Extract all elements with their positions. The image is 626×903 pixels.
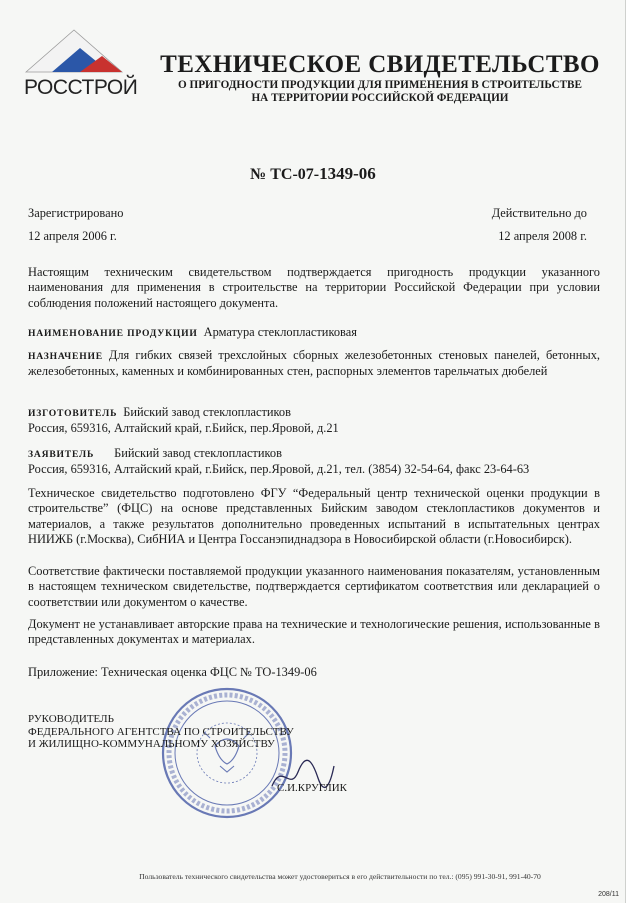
form-code: 208/11 — [598, 891, 619, 898]
purpose-label: НАЗНАЧЕНИЕ — [28, 351, 103, 362]
manufacturer-field — [28, 405, 600, 437]
manufacturer-label: ИЗГОТОВИТЕЛЬ — [28, 408, 118, 419]
appendix-line: Приложение: Техническая оценка ФЦС № ТО-1349-06 — [28, 665, 317, 679]
manufacturer-name: Бийский завод стеклопластиков — [123, 405, 291, 419]
signatory-title — [28, 713, 294, 751]
signatory-name: С.И.КРУГЛИК — [277, 782, 348, 794]
applicant-field — [28, 446, 600, 478]
footer-note: Пользователь технического свидетельства может удостовериться в его действительности по тел.: (095) 991-30-91, 991-40-70 — [139, 872, 541, 881]
certificate-number-prefix: № ТС-07- — [250, 166, 320, 183]
product-value: Арматура стеклопластиковая — [203, 325, 357, 339]
logo-text: РОССТРОЙ — [24, 76, 138, 99]
product-field — [28, 325, 600, 341]
copyright-paragraph: Документ не устанавливает авторские права на технические и технологические решения, использованные в представленных документах и материалах. — [28, 617, 600, 647]
applicant-label: ЗАЯВИТЕЛЬ — [28, 449, 95, 460]
purpose-value: Для гибких связей трехслойных сборных железобетонных стеновых панелей, бетонных, железобетонных, каменных и комбинированных стен, распорных элементов тарельчатых дюбелей — [28, 348, 600, 379]
certificate-number — [0, 164, 626, 184]
official-seal-icon — [160, 686, 294, 820]
purpose-field — [28, 348, 600, 380]
registered-label: Зарегистрировано — [28, 206, 124, 220]
document-subtitle — [135, 79, 625, 105]
signatory-line-3: И ЖИЛИЩНО-КОММУНАЛЬНОМУ ХОЗЯЙСТВУ — [28, 738, 275, 750]
valid-date: 12 апреля 2008 г. — [498, 229, 587, 243]
subtitle-line-1: О ПРИГОДНОСТИ ПРОДУКЦИИ ДЛЯ ПРИМЕНЕНИЯ В СТРОИТЕЛЬСТВЕ — [178, 79, 582, 91]
subtitle-line-2: НА ТЕРРИТОРИИ РОССИЙСКОЙ ФЕДЕРАЦИИ — [251, 92, 509, 104]
document-title: ТЕХНИЧЕСКОЕ СВИДЕТЕЛЬСТВО — [160, 51, 600, 78]
registered-date: 12 апреля 2006 г. — [28, 229, 117, 243]
intro-paragraph: Настоящим техническим свидетельством подтверждается пригодность продукции указанного наименования для применения в строительстве на территории Российской Федерации при условии соблюдения положений настоящего документа. — [28, 265, 600, 310]
applicant-name: Бийский завод стеклопластиков — [114, 446, 282, 460]
manufacturer-address: Россия, 659316, Алтайский край, г.Бийск, пер.Яровой, д.21 — [28, 421, 339, 436]
valid-label: Действительно до — [491, 206, 587, 220]
applicant-address: Россия, 659316, Алтайский край, г.Бийск, пер.Яровой, д.21, тел. (3854) 32-54-64, факс 23-64-63 — [28, 462, 530, 477]
signatory-line-1: РУКОВОДИТЕЛЬ — [28, 713, 114, 725]
certificate-number-value: 1349-06 — [319, 164, 376, 183]
prepared-paragraph: Техническое свидетельство подготовлено ФГУ “Федеральный центр технической оценки продукции в строительстве” (ФЦС) на основе представленных Бийским заводом стеклопластиков документов и материалов, а также результатов дополнительно проведенных испытаний в испытательных центрах НИИЖБ (г.Москва), СибНИА и Центра Госсанэпиднадзора в Новосибирской области (г.Новосибирск). — [28, 486, 600, 547]
signatory-line-2: ФЕДЕРАЛЬНОГО АГЕНТСТВА ПО СТРОИТЕЛЬСТВУ — [28, 725, 294, 738]
compliance-paragraph: Соответствие фактически поставляемой продукции указанного наименования показателям, установленным в настоящем техническом свидетельстве, подтверждается сертификатом соответствия или декларацией о соответствии или документом о качестве. — [28, 564, 600, 609]
product-label: НАИМЕНОВАНИЕ ПРОДУКЦИИ — [28, 328, 198, 339]
